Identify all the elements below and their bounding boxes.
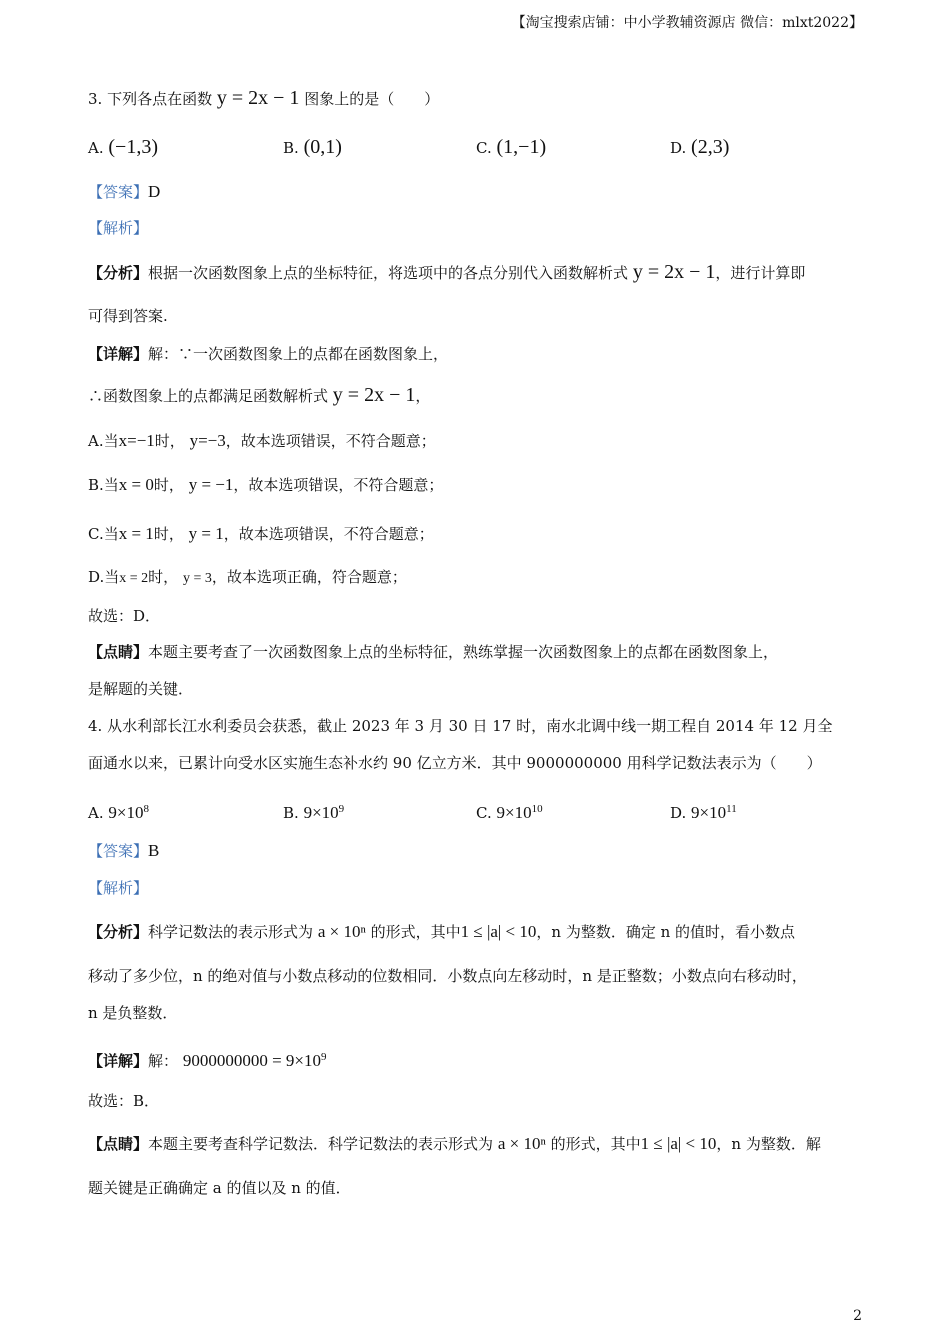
- answer-tag: 【答案】: [88, 842, 149, 860]
- q4-stem-line2: 面通水以来，已累计向受水区实施生态补水约 90 亿立方米．其中 9000000000 用科学记数法表示为（ ）: [88, 754, 822, 772]
- q3-detail-line1: 【详解】解：∵一次函数图象上的点都在函数图象上，: [88, 345, 449, 363]
- q4-dianjing-line2: 题关键是正确确定 a 的值以及 n 的值．: [88, 1179, 351, 1197]
- q4-option-c: C. $9\times 10^{10}$: [476, 803, 543, 822]
- q4-stem-line1: 4. 从水利部长江水利委员会获悉，截止 2023 年 3 月 30 日 17 时，南水北调中线一期工程自 2014 年 12 月全: [88, 717, 833, 735]
- q3-dianjing-line1: 【点睛】本题主要考查了一次函数图象上点的坐标特征，熟练掌握一次函数图象上的点都在函数图象上，: [88, 643, 779, 661]
- q3-option-c: C. (1,−1): [476, 136, 547, 158]
- q3-detail-c: C.当x = 1时， y = 1，故本选项错误，不符合题意；: [88, 524, 434, 543]
- q4-detail: 【详解】解： $9000000000 = 9\times 10^9$: [88, 1051, 327, 1070]
- q4-choose: 故选：B．: [88, 1092, 160, 1110]
- q3-choose: 故选：D．: [88, 607, 161, 625]
- q3-stem-formula: y = 2x − 1: [216, 87, 300, 109]
- page-number: 2: [853, 1308, 862, 1324]
- q4-answer: 【答案】B: [88, 841, 160, 860]
- q4-fenxi-line1: 【分析】科学记数法的表示形式为 a × 10ⁿ 的形式，其中1 ≤ |a| < 10，n 为整数．确定 n 的值时，看小数点: [88, 922, 796, 941]
- q3-option-d: D. (2,3): [670, 136, 730, 158]
- q4-option-b: B. $9\times 10^9$: [283, 803, 345, 822]
- q3-option-b: B. (0,1): [283, 136, 342, 158]
- q4-fenxi-line3: n 是负整数．: [88, 1004, 178, 1022]
- q3-analysis-tag: 【解析】: [88, 219, 149, 237]
- q3-detail-d: D.当x = 2时， y = 3，故本选项正确，符合题意；: [88, 568, 407, 586]
- q3-fenxi-line2: 可得到答案.: [88, 307, 168, 325]
- q3-stem: 3. 下列各点在函数 y = 2x − 1 图象上的是（ ）: [88, 87, 440, 109]
- answer-tag: 【答案】: [88, 183, 149, 201]
- q3-fenxi-line1: 【分析】根据一次函数图象上点的坐标特征，将选项中的各点分别代入函数解析式 y = 2x − 1，进行计算即: [88, 261, 806, 283]
- q4-option-d: D. $9\times 10^{11}$: [670, 803, 737, 822]
- q4-analysis-tag: 【解析】: [88, 879, 149, 897]
- q3-detail-line2: ∴函数图象上的点都满足函数解析式 y = 2x − 1，: [88, 384, 431, 406]
- q4-fenxi-line2: 移动了多少位，n 的绝对值与小数点移动的位数相同．小数点向左移动时，n 是正整数；小数点向右移动时，: [88, 967, 807, 985]
- q3-detail-b: B.当x = 0时， y = −1，故本选项错误，不符合题意；: [88, 475, 444, 494]
- q3-detail-a: A.当x=−1时， y=−3，故本选项错误，不符合题意；: [88, 431, 436, 450]
- q4-dianjing-line1: 【点睛】本题主要考查科学记数法．科学记数法的表示形式为 a × 10ⁿ 的形式，其中1 ≤ |a| < 10，n 为整数．解: [88, 1134, 821, 1153]
- page-header: 【淘宝搜索店铺：中小学教辅资源店 微信：mlxt2022】: [511, 15, 863, 31]
- q3-option-a: A. (−1,3): [88, 136, 158, 158]
- q3-dianjing-line2: 是解题的关键．: [88, 680, 194, 698]
- q4-option-a: A. $9\times 10^8$: [88, 803, 149, 822]
- q3-answer: 【答案】D: [88, 182, 161, 201]
